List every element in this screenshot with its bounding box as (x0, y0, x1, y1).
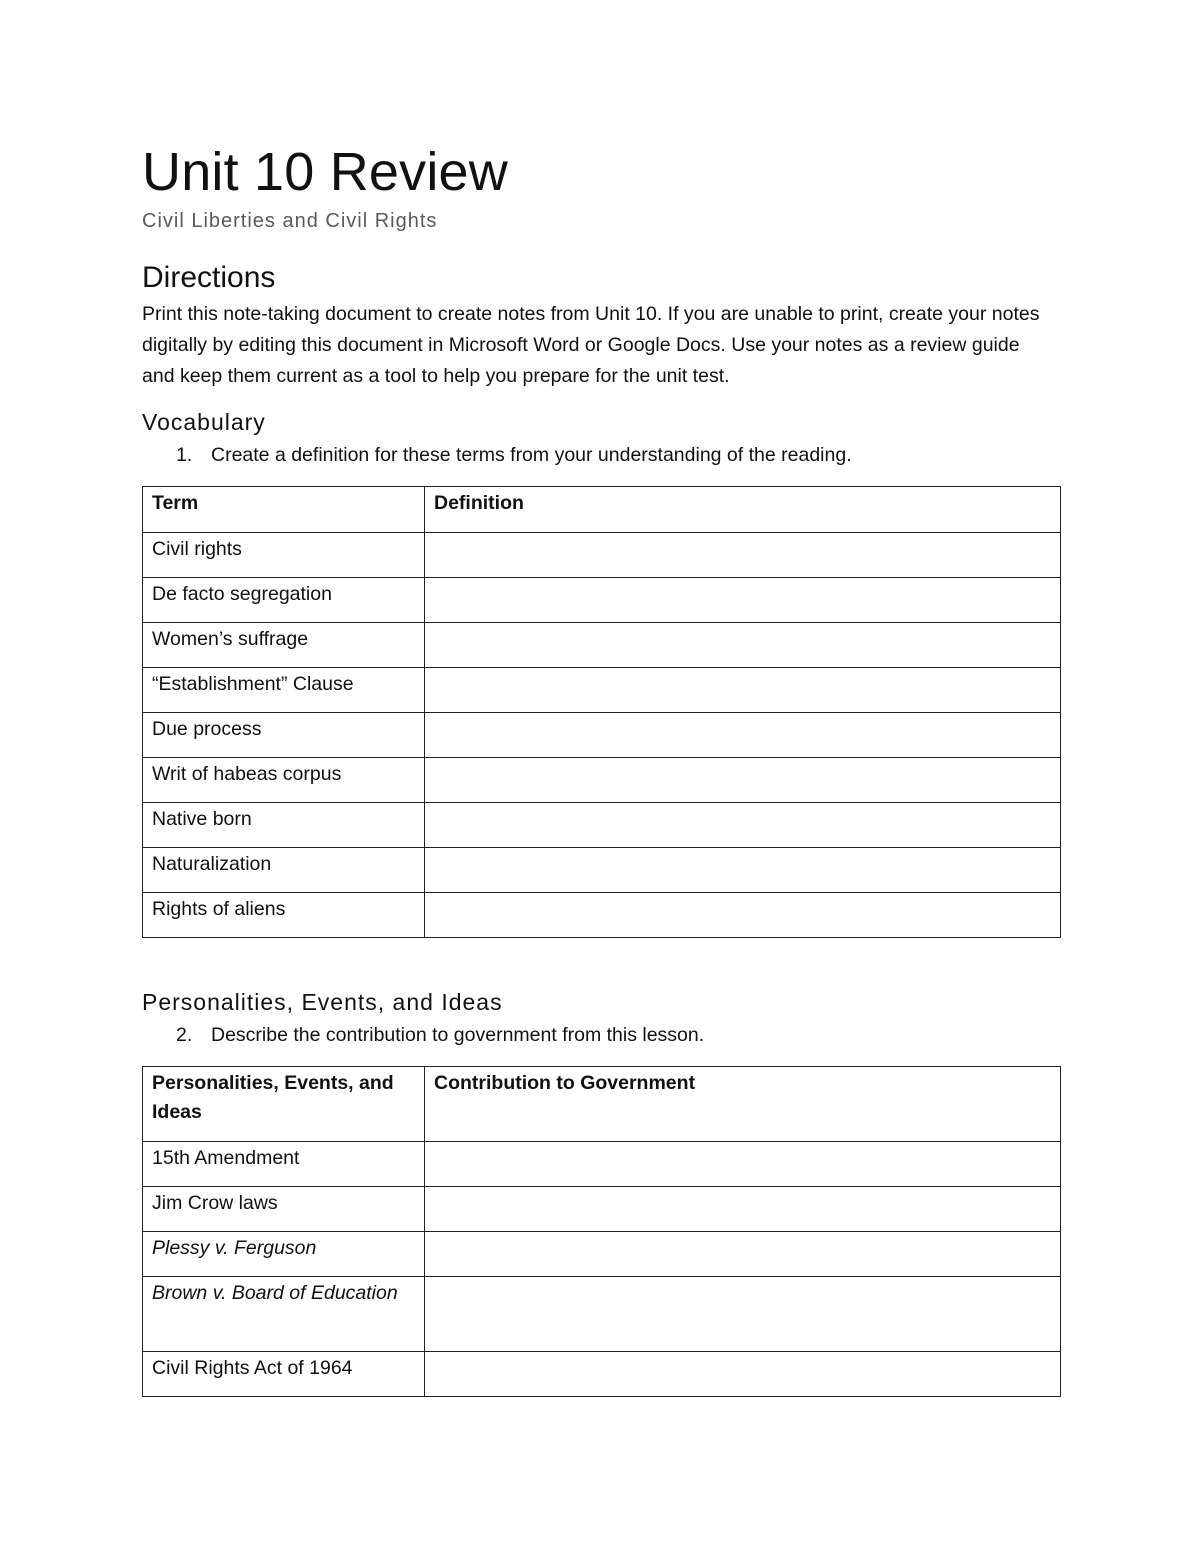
table-row (143, 533, 1061, 578)
definition-cell[interactable] (425, 848, 1061, 893)
list-number: 1. (176, 444, 193, 466)
term-cell: Women’s suffrage (143, 623, 425, 668)
list-number: 2. (176, 1024, 193, 1046)
definition-cell[interactable] (425, 533, 1061, 578)
table-row (143, 668, 1061, 713)
contribution-cell[interactable] (425, 1352, 1061, 1397)
vocabulary-heading: Vocabulary (142, 409, 266, 435)
personalities-heading: Personalities, Events, and Ideas (142, 989, 503, 1015)
personalities-table (142, 1066, 1061, 1397)
item-cell: Civil Rights Act of 1964 (143, 1352, 425, 1397)
table-row (143, 1352, 1061, 1397)
contribution-cell[interactable] (425, 1187, 1061, 1232)
table-row (143, 1142, 1061, 1187)
vocabulary-table (142, 486, 1061, 938)
term-cell: Rights of aliens (143, 893, 425, 938)
table-row (143, 893, 1061, 938)
definition-cell[interactable] (425, 893, 1061, 938)
definition-cell[interactable] (425, 758, 1061, 803)
directions-heading: Directions (142, 261, 276, 294)
item-cell: 15th Amendment (143, 1142, 425, 1187)
instruction-text: Create a definition for these terms from your understanding of the reading. (211, 444, 852, 466)
item-cell: Brown v. Board of Education (143, 1277, 425, 1352)
item-cell: Plessy v. Ferguson (143, 1232, 425, 1277)
table-row (143, 713, 1061, 758)
document-subtitle: Civil Liberties and Civil Rights (142, 210, 438, 232)
term-cell: “Establishment” Clause (143, 668, 425, 713)
contribution-cell[interactable] (425, 1232, 1061, 1277)
table-row (143, 758, 1061, 803)
column-header-contribution: Contribution to Government (425, 1067, 1061, 1142)
term-cell: Civil rights (143, 533, 425, 578)
definition-cell[interactable] (425, 803, 1061, 848)
table-row (143, 803, 1061, 848)
definition-cell[interactable] (425, 578, 1061, 623)
contribution-cell[interactable] (425, 1277, 1061, 1352)
contribution-cell[interactable] (425, 1142, 1061, 1187)
vocabulary-instruction (176, 441, 852, 469)
table-header-row (143, 1067, 1061, 1142)
term-cell: Native born (143, 803, 425, 848)
table-row (143, 623, 1061, 668)
column-header-definition: Definition (425, 487, 1061, 533)
table-row (143, 578, 1061, 623)
table-row (143, 1277, 1061, 1352)
instruction-text: Describe the contribution to government from this lesson. (211, 1024, 705, 1046)
definition-cell[interactable] (425, 713, 1061, 758)
table-row (143, 1187, 1061, 1232)
table-header-row (143, 487, 1061, 533)
term-cell: Writ of habeas corpus (143, 758, 425, 803)
personalities-instruction (176, 1021, 704, 1049)
term-cell: De facto segregation (143, 578, 425, 623)
table-row (143, 1232, 1061, 1277)
table-row (143, 848, 1061, 893)
term-cell: Naturalization (143, 848, 425, 893)
item-cell: Jim Crow laws (143, 1187, 425, 1232)
document-title: Unit 10 Review (142, 142, 508, 202)
definition-cell[interactable] (425, 623, 1061, 668)
term-cell: Due process (143, 713, 425, 758)
column-header-personalities: Personalities, Events, and Ideas (143, 1067, 425, 1142)
directions-text: Print this note-taking document to create notes from Unit 10. If you are unable to print, create your notes digitally by editing this document in Microsoft Word or Google Docs. Use your notes as a review guide and keep them current as a tool to help you prepare for the unit test. (142, 303, 1040, 387)
definition-cell[interactable] (425, 668, 1061, 713)
column-header-term: Term (143, 487, 425, 533)
